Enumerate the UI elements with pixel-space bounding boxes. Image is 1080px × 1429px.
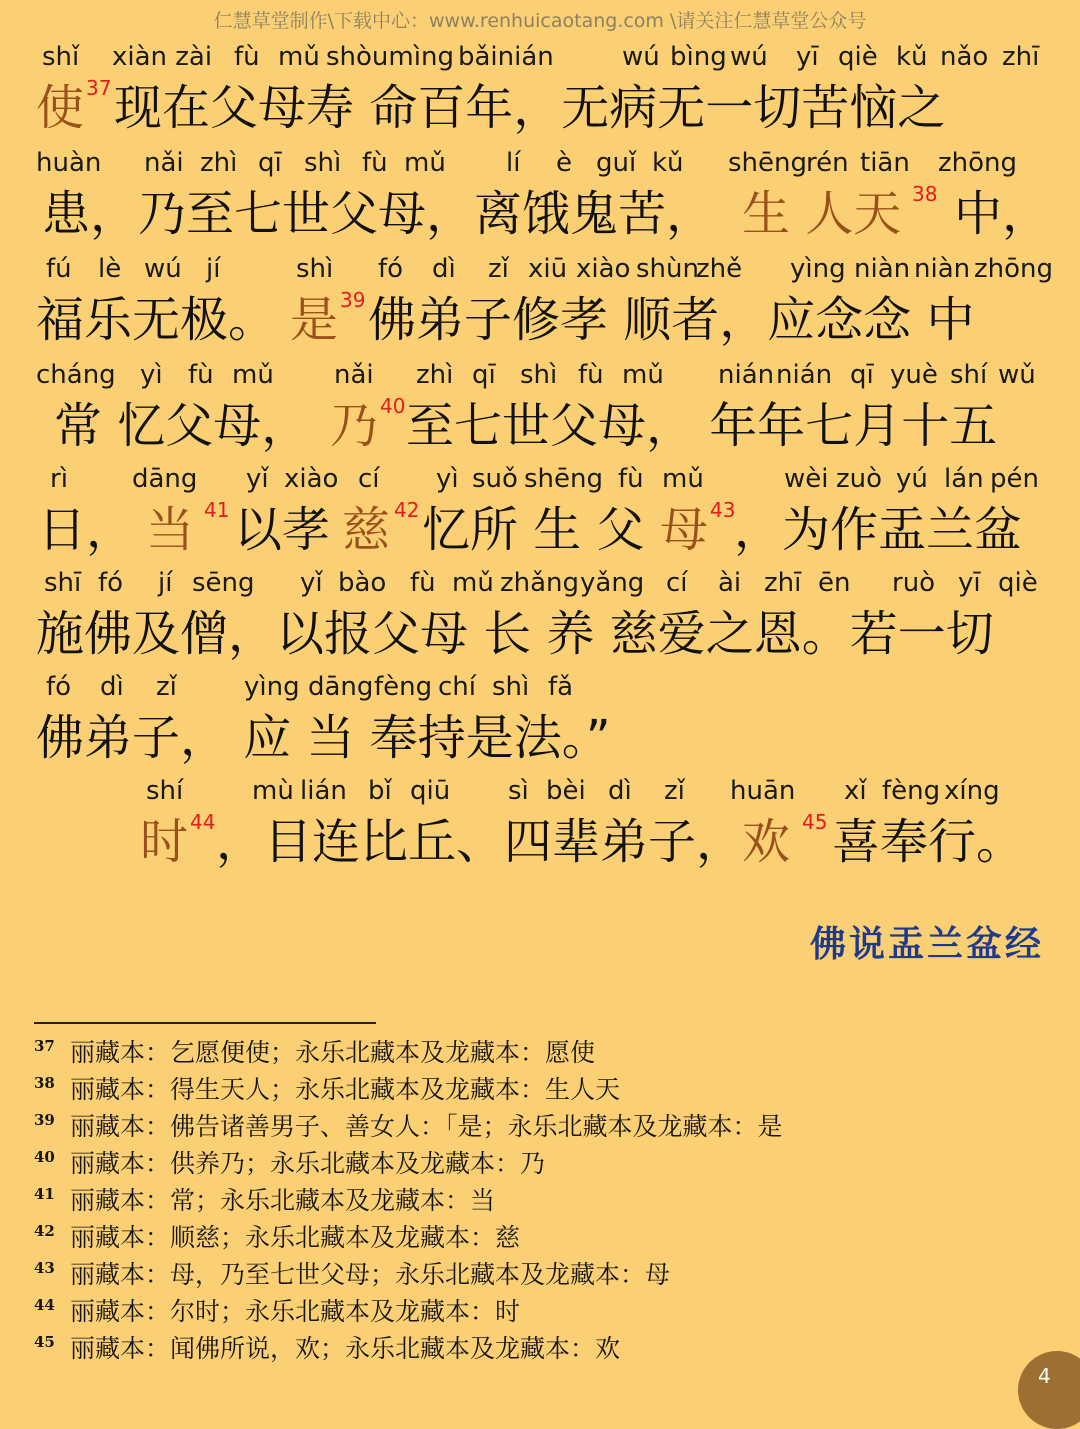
footnote-number: 40 bbox=[34, 1148, 55, 1166]
verse-text: ，目连比丘、四辈弟子， bbox=[216, 814, 745, 870]
footnote-marker[interactable]: 41 bbox=[204, 498, 230, 522]
verse-text: 至七世父母， 年年七月十五 bbox=[406, 398, 998, 454]
pinyin-syllable: qiè bbox=[998, 568, 1038, 598]
pinyin-syllable: nǎi bbox=[334, 360, 374, 390]
pinyin-syllable: xǐ bbox=[844, 776, 867, 806]
footnote-divider bbox=[34, 1022, 376, 1024]
pinyin-syllable: lí bbox=[506, 148, 521, 178]
verse-text: 现在父母寿 命百年，无病无一切苦恼之 bbox=[114, 80, 946, 136]
pinyin-syllable: zhī bbox=[764, 568, 802, 598]
verse-text: 施佛及僧，以报父母 长 养 慈爱之恩。若一切 bbox=[36, 606, 994, 662]
pinyin-syllable: dāng bbox=[132, 464, 198, 494]
pinyin-syllable: ruò bbox=[892, 568, 936, 598]
pinyin-syllable: qī bbox=[258, 148, 282, 178]
pinyin-syllable: shí bbox=[146, 776, 184, 806]
footnote-text: 丽藏本：佛告诸善男子、善女人：「是；永乐北藏本及龙藏本：是 bbox=[70, 1112, 783, 1141]
pinyin-syllable: fó bbox=[378, 254, 404, 284]
pinyin-syllable: shòumìng bbox=[326, 42, 454, 72]
footnote-text: 丽藏本：得生天人；永乐北藏本及龙藏本：生人天 bbox=[70, 1075, 621, 1104]
pinyin-syllable: shùn bbox=[636, 254, 699, 284]
pinyin-syllable: mǔ bbox=[622, 360, 664, 390]
pinyin-syllable: wú bbox=[730, 42, 768, 72]
footnote-text: 丽藏本：母，乃至七世父母；永乐北藏本及龙藏本：母 bbox=[70, 1260, 671, 1289]
pinyin-syllable: xíng bbox=[944, 776, 1000, 806]
verse-line bbox=[0, 148, 1080, 252]
footnote-text: 丽藏本：尔时；永乐北藏本及龙藏本：时 bbox=[70, 1297, 521, 1326]
pinyin-syllable: tiān bbox=[860, 148, 910, 178]
footnote-marker[interactable]: 44 bbox=[190, 810, 216, 834]
pinyin-syllable: cí bbox=[358, 464, 380, 494]
pinyin-syllable: jí bbox=[206, 254, 221, 284]
pinyin-syllable: qiū bbox=[410, 776, 451, 806]
variant-character: 乃 bbox=[330, 398, 379, 454]
footnote-item bbox=[34, 1256, 1044, 1293]
footnote-number: 45 bbox=[34, 1333, 55, 1351]
pinyin-syllable: mǔ bbox=[662, 464, 704, 494]
pinyin-syllable: yìng bbox=[790, 254, 846, 284]
footnote-number: 37 bbox=[34, 1037, 55, 1055]
pinyin-syllable: ēn bbox=[818, 568, 851, 598]
footnote-number: 41 bbox=[34, 1185, 55, 1203]
footnote-marker[interactable]: 40 bbox=[380, 394, 406, 418]
pinyin-syllable: zhōng bbox=[974, 254, 1054, 284]
pinyin-syllable: zǐ bbox=[664, 776, 685, 806]
pinyin-syllable: zǐ bbox=[156, 672, 177, 702]
footnote-number: 44 bbox=[34, 1296, 55, 1314]
footnote-item bbox=[34, 1293, 1044, 1330]
pinyin-syllable: fèng bbox=[374, 672, 433, 702]
footnote-number: 38 bbox=[34, 1074, 55, 1092]
verse-text: 常 忆父母， bbox=[54, 398, 310, 454]
pinyin-syllable: lán bbox=[944, 464, 984, 494]
pinyin-syllable: wǔ bbox=[998, 360, 1036, 390]
footnote-text: 丽藏本：闻佛所说，欢；永乐北藏本及龙藏本：欢 bbox=[70, 1334, 621, 1363]
footnote-item bbox=[34, 1219, 1044, 1256]
pinyin-syllable: yī bbox=[796, 42, 819, 72]
footnote-marker[interactable]: 42 bbox=[394, 498, 420, 522]
footnote-number: 42 bbox=[34, 1222, 55, 1240]
verse-line bbox=[0, 672, 1080, 776]
pinyin-syllable: mǔ bbox=[452, 568, 494, 598]
pinyin-syllable: mǔ bbox=[404, 148, 446, 178]
footnote-text: 丽藏本：顺慈；永乐北藏本及龙藏本：慈 bbox=[70, 1223, 521, 1252]
pinyin-syllable: fù bbox=[234, 42, 260, 72]
pinyin-syllable: kǔ bbox=[896, 42, 928, 72]
pinyin-syllable: zhōng bbox=[938, 148, 1018, 178]
footnote-marker[interactable]: 38 bbox=[912, 182, 938, 206]
footnote-marker[interactable]: 39 bbox=[340, 288, 366, 312]
pinyin-syllable: zhì bbox=[200, 148, 238, 178]
pinyin-syllable: kǔ bbox=[652, 148, 684, 178]
variant-character: 慈 bbox=[342, 502, 391, 558]
pinyin-syllable: qiè bbox=[838, 42, 878, 72]
pinyin-syllable: bìng bbox=[670, 42, 727, 72]
pinyin-syllable: nǎo bbox=[940, 42, 989, 72]
verse-text: 佛弟子， 应 当 奉持是法。” bbox=[36, 710, 611, 766]
verse-text: 忆所 生 父 bbox=[422, 502, 645, 558]
pinyin-syllable: yì bbox=[140, 360, 163, 390]
pinyin-syllable: shí bbox=[950, 360, 988, 390]
pinyin-syllable: bǐ bbox=[368, 776, 392, 806]
verse-line bbox=[0, 360, 1080, 464]
footnotes bbox=[34, 1034, 1044, 1367]
pinyin-syllable: mǔ bbox=[232, 360, 274, 390]
pinyin-syllable: suǒ bbox=[472, 464, 518, 494]
pinyin-syllable: fù bbox=[618, 464, 644, 494]
pinyin-syllable: fù bbox=[362, 148, 388, 178]
pinyin-syllable: guǐ bbox=[596, 148, 637, 178]
verse-text: 中， bbox=[954, 186, 1051, 242]
verse-line bbox=[0, 254, 1080, 358]
pinyin-syllable: yǎng bbox=[580, 568, 645, 598]
pinyin-syllable: bào bbox=[338, 568, 387, 598]
pinyin-syllable: cí bbox=[666, 568, 688, 598]
footnote-item bbox=[34, 1108, 1044, 1145]
pinyin-syllable: niàn bbox=[854, 254, 911, 284]
footnote-marker[interactable]: 43 bbox=[710, 498, 736, 522]
pinyin-syllable: chí bbox=[438, 672, 476, 702]
footnote-text: 丽藏本：供养乃；永乐北藏本及龙藏本：乃 bbox=[70, 1149, 546, 1178]
verse-text: 日， bbox=[38, 502, 135, 558]
pinyin-syllable: dì bbox=[608, 776, 632, 806]
footnote-item bbox=[34, 1182, 1044, 1219]
variant-character: 当 bbox=[146, 502, 195, 558]
footnote-text: 丽藏本：乞愿便使；永乐北藏本及龙藏本：愿使 bbox=[70, 1038, 596, 1067]
pinyin-syllable: fú bbox=[46, 254, 72, 284]
page-number-badge bbox=[1018, 1351, 1080, 1429]
verse-line bbox=[0, 42, 1080, 146]
variant-character: 欢 bbox=[742, 814, 791, 870]
pinyin-syllable: jí bbox=[158, 568, 173, 598]
pinyin-syllable: yú bbox=[896, 464, 928, 494]
pinyin-syllable: fù bbox=[410, 568, 436, 598]
variant-character: 时 bbox=[140, 814, 189, 870]
pinyin-syllable: nián bbox=[718, 360, 775, 390]
pinyin-syllable: shǐ bbox=[42, 42, 80, 72]
pinyin-syllable: fó bbox=[46, 672, 72, 702]
pinyin-syllable: sì bbox=[508, 776, 529, 806]
pinyin-syllable: dì bbox=[432, 254, 456, 284]
pinyin-syllable: fù bbox=[188, 360, 214, 390]
pinyin-syllable: zhì bbox=[416, 360, 454, 390]
verse-text: ，为作盂兰盆 bbox=[734, 502, 1023, 558]
pinyin-syllable: è bbox=[556, 148, 572, 178]
pinyin-syllable: fó bbox=[98, 568, 124, 598]
footnote-number: 43 bbox=[34, 1259, 55, 1277]
pinyin-syllable: shì bbox=[304, 148, 342, 178]
pinyin-syllable: shì bbox=[296, 254, 334, 284]
verse-text: 喜奉行。 bbox=[832, 814, 1025, 870]
pinyin-syllable: zǐ bbox=[488, 254, 509, 284]
pinyin-syllable: fǎ bbox=[548, 672, 574, 702]
page-number: 4 bbox=[1038, 1364, 1051, 1388]
pinyin-syllable: xiào bbox=[576, 254, 631, 284]
pinyin-syllable: dāng bbox=[308, 672, 374, 702]
pinyin-syllable: rì bbox=[50, 464, 68, 494]
pinyin-syllable: fù bbox=[578, 360, 604, 390]
pinyin-syllable: huān bbox=[730, 776, 796, 806]
pinyin-syllable: nián bbox=[776, 360, 833, 390]
pinyin-syllable: nǎi bbox=[144, 148, 184, 178]
verse-line bbox=[0, 568, 1080, 672]
pinyin-syllable: sēng bbox=[192, 568, 255, 598]
pinyin-syllable: zuò bbox=[836, 464, 883, 494]
footnote-marker[interactable]: 45 bbox=[802, 810, 828, 834]
pinyin-syllable: niàn bbox=[914, 254, 971, 284]
pinyin-syllable: fèng bbox=[882, 776, 941, 806]
pinyin-syllable: xiào bbox=[284, 464, 339, 494]
pinyin-syllable: mǔ bbox=[278, 42, 320, 72]
pinyin-syllable: wèi bbox=[784, 464, 829, 494]
pinyin-syllable: yǐ bbox=[246, 464, 269, 494]
footnote-marker[interactable]: 37 bbox=[86, 76, 112, 100]
pinyin-syllable: shì bbox=[492, 672, 530, 702]
pinyin-syllable: huàn bbox=[36, 148, 102, 178]
pinyin-syllable: wú bbox=[144, 254, 182, 284]
pinyin-syllable: bèi bbox=[546, 776, 586, 806]
pinyin-syllable: qī bbox=[850, 360, 874, 390]
pinyin-syllable: pén bbox=[990, 464, 1039, 494]
footnote-item bbox=[34, 1071, 1044, 1108]
variant-character: 是 bbox=[290, 292, 339, 348]
pinyin-syllable: zhǎng bbox=[500, 568, 580, 598]
pinyin-syllable: shēng bbox=[524, 464, 604, 494]
pinyin-syllable: rén bbox=[806, 148, 849, 178]
pinyin-syllable: lè bbox=[98, 254, 122, 284]
verse-text: 患，乃至七世父母，离饿鬼苦， bbox=[42, 186, 715, 242]
pinyin-syllable: ài bbox=[718, 568, 742, 598]
pinyin-syllable: yìng bbox=[244, 672, 300, 702]
pinyin-syllable: cháng bbox=[36, 360, 116, 390]
verse-text: 福乐无极。 bbox=[36, 292, 277, 348]
pinyin-syllable: xiàn zài bbox=[112, 42, 213, 72]
pinyin-syllable: mù bbox=[252, 776, 294, 806]
pinyin-syllable: lián bbox=[300, 776, 347, 806]
pinyin-syllable: yǐ bbox=[300, 568, 323, 598]
variant-character: 生 人天 bbox=[742, 186, 902, 242]
pinyin-syllable: zhě bbox=[696, 254, 743, 284]
pinyin-syllable: yī bbox=[958, 568, 981, 598]
pinyin-syllable: yì bbox=[436, 464, 459, 494]
verse-line bbox=[0, 464, 1080, 568]
sutra-title: 佛说盂兰盆经 bbox=[809, 923, 1044, 965]
pinyin-syllable: yuè bbox=[890, 360, 938, 390]
footnote-item bbox=[34, 1145, 1044, 1182]
footnote-item bbox=[34, 1330, 1044, 1367]
pinyin-syllable: shēng bbox=[728, 148, 808, 178]
variant-character: 母 bbox=[660, 502, 709, 558]
footnote-number: 39 bbox=[34, 1111, 55, 1129]
pinyin-syllable: bǎinián bbox=[458, 42, 554, 72]
pinyin-syllable: wú bbox=[622, 42, 660, 72]
page-header: 仁慧草堂制作\下载中心：www.renhuicaotang.com \请关注仁慧草堂公众号 bbox=[213, 10, 867, 32]
pinyin-syllable: shì bbox=[520, 360, 558, 390]
pinyin-syllable: shī bbox=[44, 568, 82, 598]
verse-text: 以孝 bbox=[234, 502, 331, 558]
pinyin-syllable: dì bbox=[100, 672, 124, 702]
footnote-item bbox=[34, 1034, 1044, 1071]
footnote-text: 丽藏本：常；永乐北藏本及龙藏本：当 bbox=[70, 1186, 496, 1215]
pinyin-syllable: xiū bbox=[528, 254, 568, 284]
pinyin-syllable: zhī bbox=[1002, 42, 1040, 72]
variant-character: 使 bbox=[36, 80, 85, 136]
pinyin-syllable: qī bbox=[472, 360, 496, 390]
verse-text: 佛弟子修孝 顺者，应念念 中 bbox=[368, 292, 975, 348]
verse-line bbox=[0, 776, 1080, 880]
